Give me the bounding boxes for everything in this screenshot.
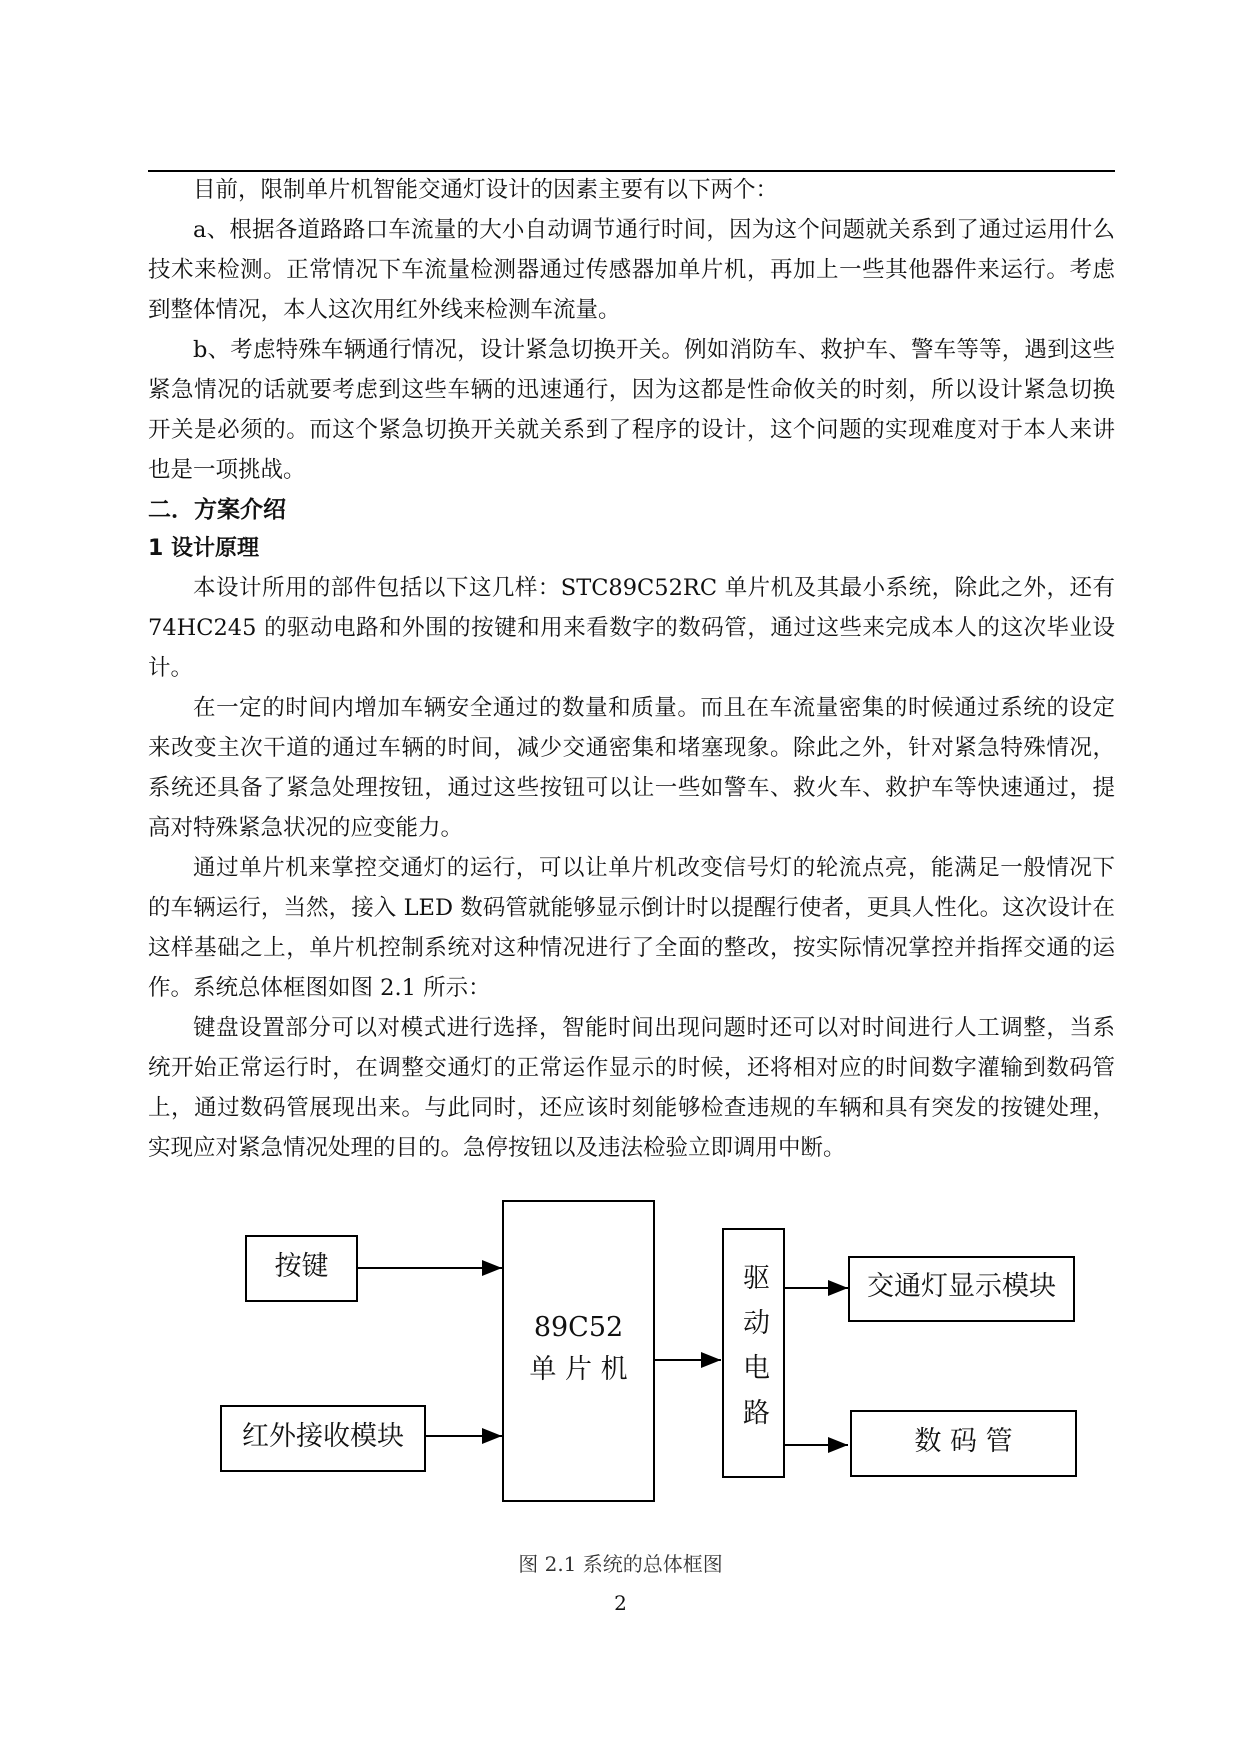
- digital-tube-box: [850, 1410, 1077, 1477]
- driver-label: 驱动电路: [738, 1263, 769, 1443]
- body-text: [148, 170, 1115, 1168]
- mcu-model-label: 89C52: [533, 1312, 624, 1343]
- paragraph-intro: 目前，限制单片机智能交通灯设计的因素主要有以下两个：: [193, 177, 779, 203]
- keys-box: [245, 1235, 358, 1302]
- subsection-heading: 1 设计原理: [148, 536, 259, 561]
- mcu-box: [502, 1200, 655, 1502]
- paragraph-components: 本设计所用的部件包括以下这几样：STC89C52RC 单片机及其最小系统，除此之外，还有 74HC245 的驱动电路和外围的按键和用来看数字的数码管，通过这些来完成本人的这次毕业设计。: [148, 575, 1115, 681]
- block-diagram: [0, 1180, 1241, 1540]
- ir-module-box: [220, 1405, 426, 1472]
- driver-box: [722, 1228, 785, 1478]
- traffic-light-box: [848, 1256, 1075, 1322]
- figure-caption: 图 2.1 系统的总体框图: [518, 1552, 723, 1576]
- keys-label: 按键: [274, 1251, 329, 1282]
- page-number: 2: [614, 1591, 627, 1615]
- ir-module-label: 红外接收模块: [242, 1421, 404, 1452]
- digital-tube-label: 数 码 管: [914, 1426, 1013, 1457]
- paragraph-a: a、根据各道路路口车流量的大小自动调节通行时间，因为这个问题就关系到了通过运用什么技术来检测。正常情况下车流量检测器通过传感器加单片机，再加上一些其他器件来运行。考虑到整体情况，本人这次用红外线来检测车流量。: [148, 217, 1115, 323]
- mcu-name-label: 单 片 机: [529, 1354, 628, 1385]
- paragraph-keyboard: 键盘设置部分可以对模式进行选择，智能时间出现问题时还可以对时间进行人工调整，当系统开始正常运行时，在调整交通灯的正常运作显示的时候，还将相对应的时间数字灌输到数码管上，通过数码管展现出来。与此同时，还应该时刻能够检查违规的车辆和具有突发的按键处理，实现应对紧急情况处理的目的。急停按钮以及违法检验立即调用中断。: [148, 1015, 1115, 1161]
- section-heading: 二．方案介绍: [148, 497, 286, 523]
- paragraph-control: 通过单片机来掌控交通灯的运行，可以让单片机改变信号灯的轮流点亮，能满足一般情况下的车辆运行，当然，接入 LED 数码管就能够显示倒计时以提醒行使者，更具人性化。这次设计在这样基础之上，单片机控制系统对这种情况进行了全面的整改，按实际情况掌控并指挥交通的运作。系统总体框图如图 2.1 所示：: [148, 855, 1115, 1001]
- paragraph-goals: 在一定的时间内增加车辆安全通过的数量和质量。而且在车流量密集的时候通过系统的设定来改变主次干道的通过车辆的时间，减少交通密集和堵塞现象。除此之外，针对紧急特殊情况，系统还具备了紧急处理按钮，通过这些按钮可以让一些如警车、救火车、救护车等快速通过，提高对特殊紧急状况的应变能力。: [148, 695, 1115, 841]
- traffic-light-label: 交通灯显示模块: [867, 1271, 1056, 1302]
- paragraph-b: b、考虑特殊车辆通行情况，设计紧急切换开关。例如消防车、救护车、警车等等，遇到这些紧急情况的话就要考虑到这些车辆的迅速通行，因为这都是性命攸关的时刻，所以设计紧急切换开关是必须的。而这个紧急切换开关就关系到了程序的设计，这个问题的实现难度对于本人来讲也是一项挑战。: [148, 337, 1115, 483]
